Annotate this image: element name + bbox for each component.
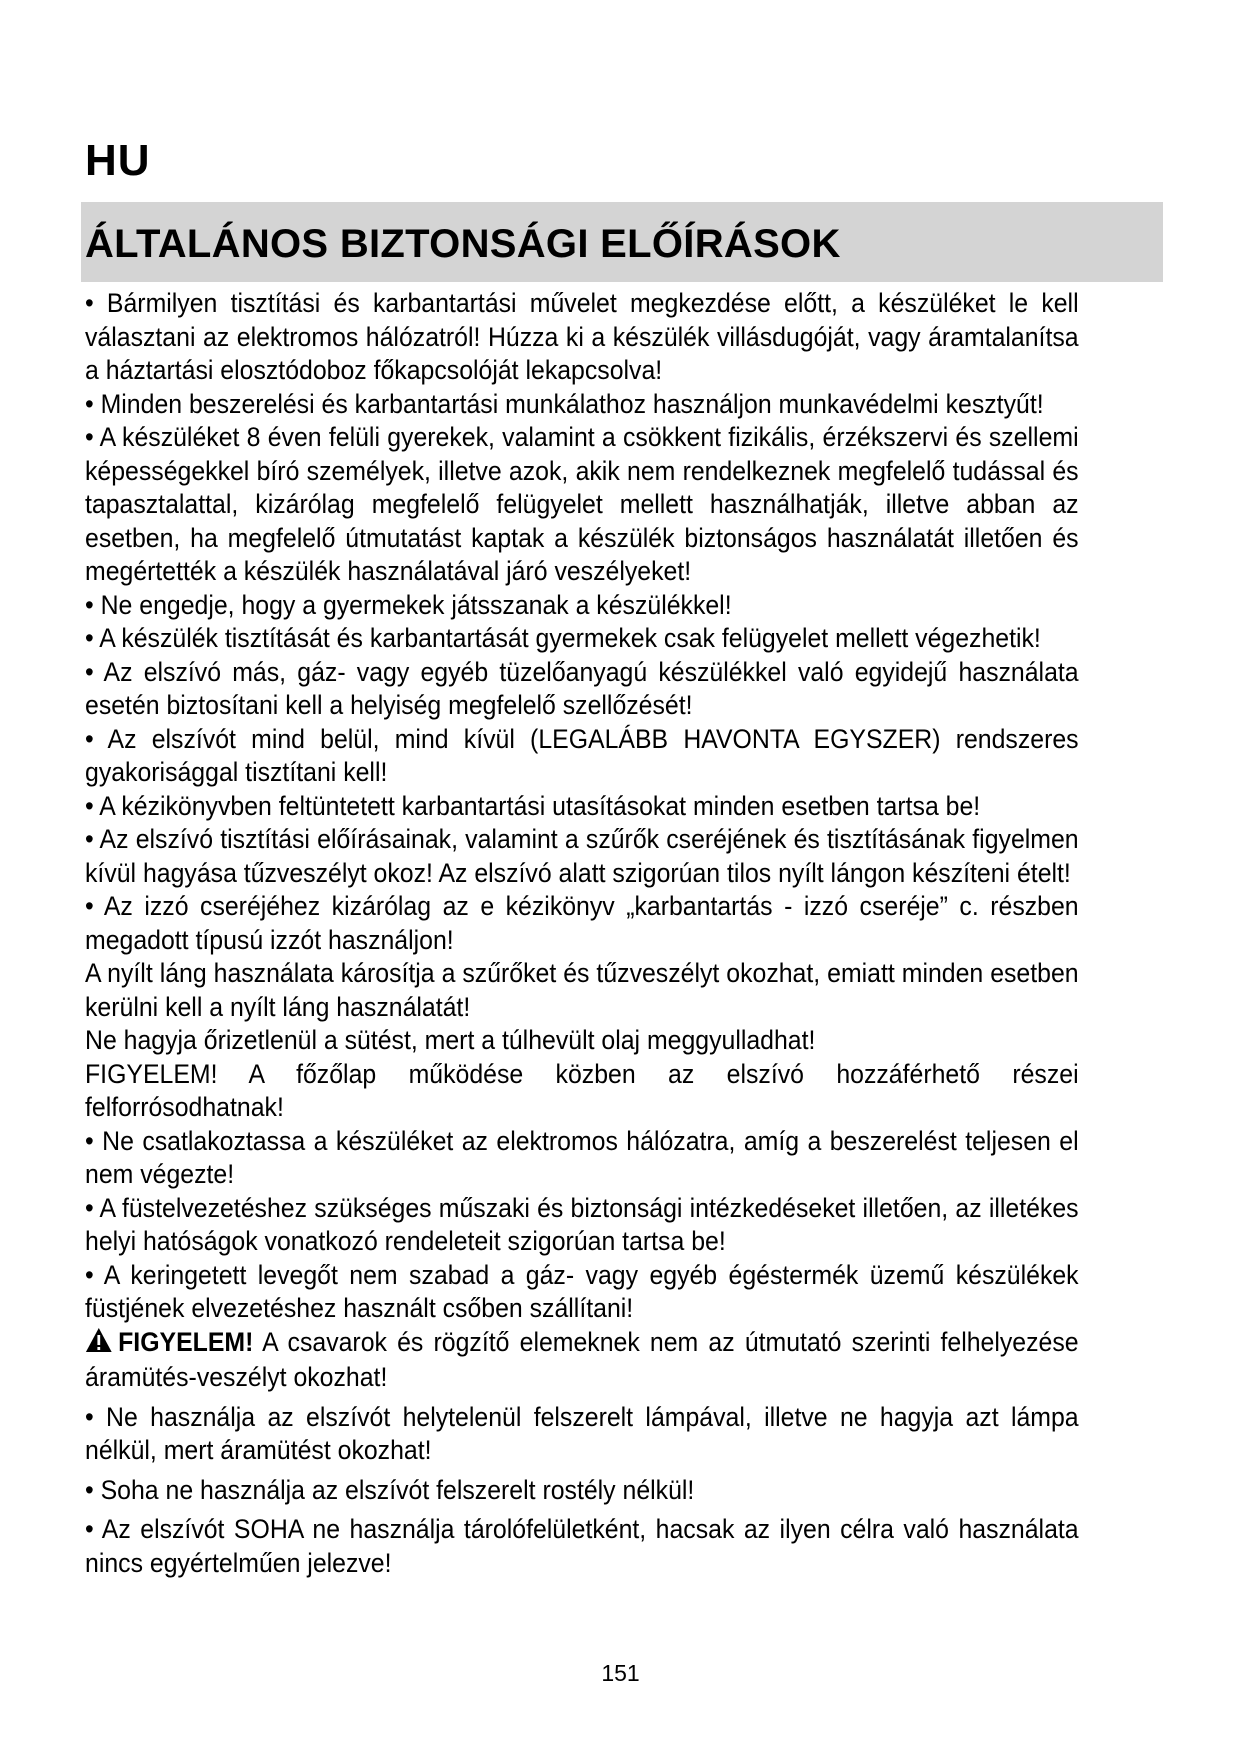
paragraph: • Soha ne használja az elszívót felszerelt rostély nélkül! [85, 1474, 695, 1505]
warning-text: A csavarok és rögzítő elemeknek nem az útmutató szerinti felhelyezése áramütés-veszélyt okozhat! [85, 1326, 1079, 1392]
paragraph: • Bármilyen tisztítási és karbantartási művelet megkezdése előtt, a készüléket le kell választani az elektromos hálózatról! Húzza ki a készülék villásdugóját, vagy áramtalanítsa a háztartási elosztódoboz főkapcsolóját lekapcsolva! [85, 288, 1079, 385]
paragraph: • Ne csatlakoztassa a készüléket az elektromos hálózatra, amíg a beszerelést teljesen el nem végezte! [85, 1125, 1079, 1189]
paragraph: • A füstelvezetéshez szükséges műszaki és biztonsági intézkedéseket illetően, az illetékes helyi hatóságok vonatkozó rendeleteit szigorúan tartsa be! [85, 1192, 1079, 1256]
paragraph: • Az elszívó tisztítási előírásainak, valamint a szűrők cseréjének és tisztításának figyelmen kívül hagyása tűzveszélyt okoz! Az elszívó alatt szigorúan tilos nyílt lángon készíteni ételt! [85, 824, 1079, 888]
safety-text [85, 287, 1079, 1580]
paragraph: • Az elszívót SOHA ne használja tárolófelületként, hacsak az ilyen célra való használata nincs egyértelműen jelezve! [85, 1514, 1079, 1578]
paragraph: FIGYELEM! A főzőlap működése közben az elszívó hozzáférhető részei felforrósodhatnak! [85, 1058, 1079, 1122]
paragraph: • A készüléket 8 éven felüli gyerekek, valamint a csökkent fizikális, érzékszervi és szellemi képességekkel bíró személyek, illetve azok, akik nem rendelkeznek megfelelő tudással és tapasztalattal, kizárólag megfelelő felügyelet mellett használhatják, illetve abban az esetben, ha megfelelő útmutatást kaptak a készülék biztonságos használatát illetően és megértették a készülék használatával járó veszélyeket! [85, 422, 1079, 586]
paragraph: • A kézikönyvben feltüntetett karbantartási utasításokat minden esetben tartsa be! [85, 790, 981, 821]
warning-triangle-icon [85, 1327, 113, 1362]
paragraph: • Az izzó cseréjéhez kizárólag az e kézikönyv „karbantartás - izzó cseréje” c. részben megadott típusú izzót használjon! [85, 891, 1079, 955]
paragraph: • Ne engedje, hogy a gyermekek játsszanak a készülékkel! [85, 589, 732, 620]
paragraph: • A keringetett levegőt nem szabad a gáz- vagy egyéb égéstermék üzemű készülékek füstjének elvezetéshez használt csőben szállítani! [85, 1259, 1079, 1323]
page-number: 151 [601, 1660, 640, 1686]
paragraph: A nyílt láng használata károsítja a szűrőket és tűzveszélyt okozhat, emiatt minden esetben kerülni kell a nyílt láng használatát! [85, 958, 1079, 1022]
paragraph: • A készülék tisztítását és karbantartását gyermekek csak felügyelet mellett végezhetik! [85, 623, 1041, 653]
paragraph: • Ne használja az elszívót helytelenül felszerelt lámpával, illetve ne hagyja azt lámpa nélkül, mert áramütést okozhat! [85, 1401, 1079, 1465]
language-code: HU [85, 136, 151, 185]
warning-paragraph [85, 1326, 1079, 1395]
paragraph: • Az elszívót mind belül, mind kívül (LEGALÁBB HAVONTA EGYSZER) rendszeres gyakorisággal tisztítani kell! [85, 723, 1079, 787]
paragraph: Ne hagyja őrizetlenül a sütést, mert a túlhevült olaj meggyulladhat! [85, 1025, 816, 1055]
paragraph: • Az elszívó más, gáz- vagy egyéb tüzelőanyagú készülékkel való egyidejű használata esetén biztosítani kell a helyiség megfelelő szellőzését! [85, 656, 1079, 720]
page-title: ÁLTALÁNOS BIZTONSÁGI ELŐÍRÁSOK [85, 222, 841, 266]
warning-label: FIGYELEM! [118, 1326, 254, 1357]
paragraph: • Minden beszerelési és karbantartási munkálathoz használjon munkavédelmi kesztyűt! [85, 388, 1044, 419]
